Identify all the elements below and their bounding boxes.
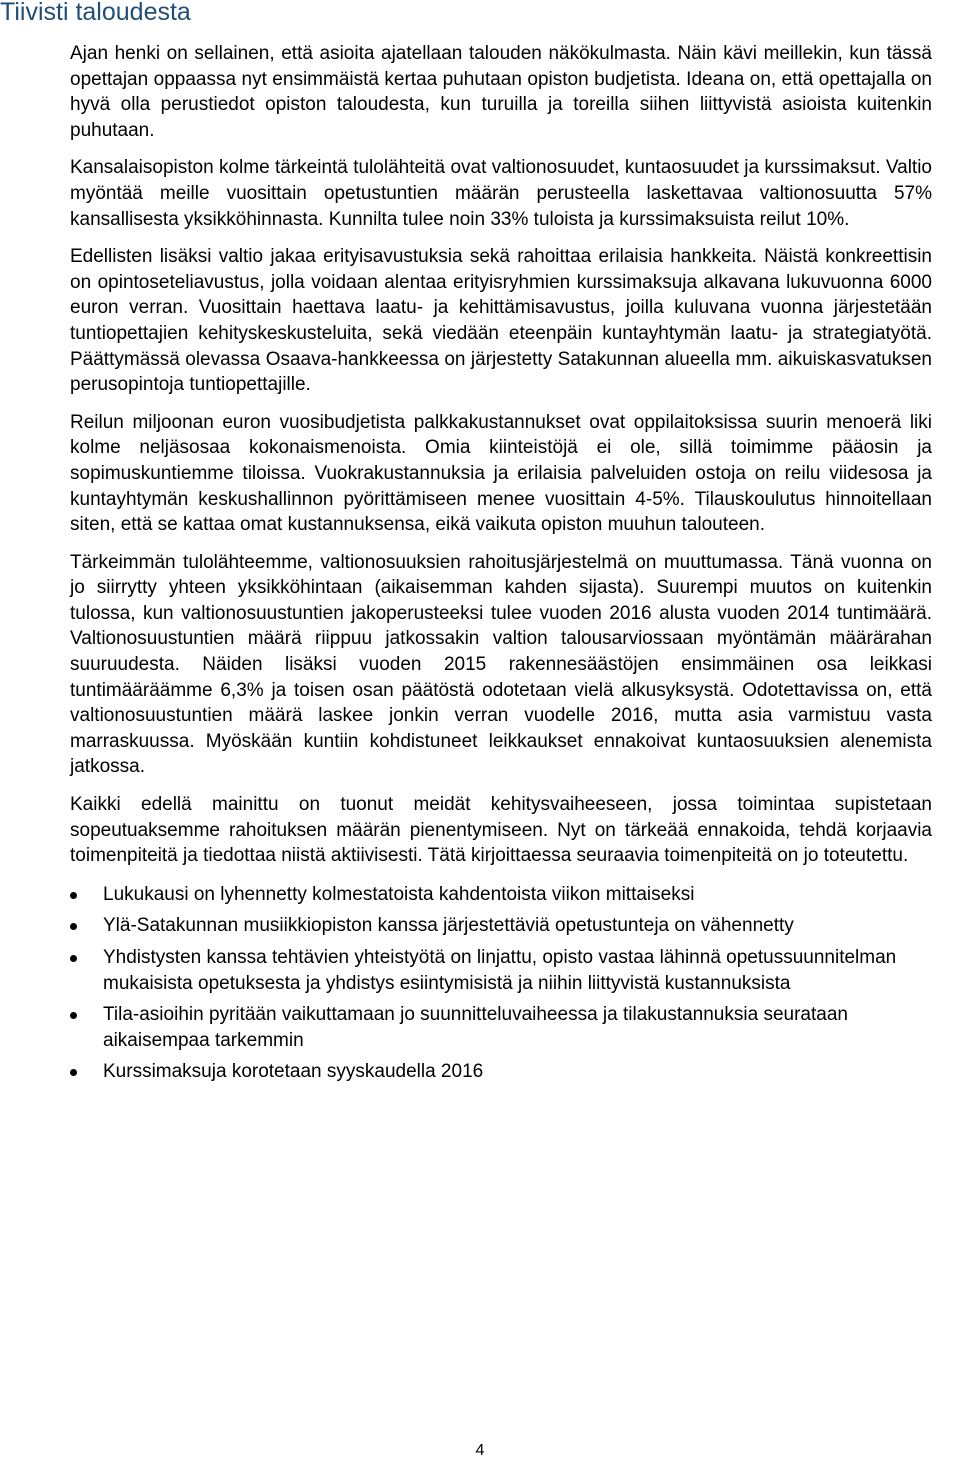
- bullet-icon: [70, 1069, 77, 1076]
- document-body: [70, 41, 932, 1091]
- list-item: [70, 1059, 932, 1085]
- paragraph-measures: Kaikki edellä mainittu on tuonut meidät kehitysvaiheeseen, jossa toimintaa supistetaan sopeutuaksemme rahoituksen määrän pienentymiseen. Nyt on tärkeää ennakoida, tehdä korjaavia toimenpiteitä ja tiedottaa niistä aktiivisesti. Tätä kirjoittaessa seuraavia toimenpiteitä on jo toteutettu.: [70, 794, 932, 867]
- measures-list: [70, 882, 932, 1085]
- list-item-text: Ylä-Satakunnan musiikkiopiston kanssa järjestettäviä opetustunteja on vähennetty: [103, 915, 794, 937]
- list-item: [70, 913, 932, 939]
- list-item-text: Lukukausi on lyhennetty kolmestatoista kahdentoista viikon mittaiseksi: [103, 883, 695, 905]
- page-title: Tiivisti taloudesta: [0, 0, 191, 26]
- page-number: 4: [475, 1442, 485, 1459]
- paragraph-intro: Ajan henki on sellainen, että asioita ajatellaan talouden näkökulmasta. Näin kävi meillekin, kun tässä opettajan oppaassa nyt ensimmäistä kertaa puhutaan opiston budjetista. Ideana on, että opettajalla on hyvä olla perustiedot opiston taloudesta, kun turuilla ja toreilla siihen liittyvistä asioista kuitenkin puhutaan.: [70, 43, 932, 141]
- paragraph-budget: Reilun miljoonan euron vuosibudjetista palkkakustannukset ovat oppilaitoksissa suurin menoerä liki kolme neljäsosaa kokonaismenoista. Omia kiinteistöjä ei ole, sillä toimimme pääosin ja sopimuskuntiemme tiloissa. Vuokrakustannuksia ja erilaisia palveluiden ostoja on reilu viidesosa ja kuntayhtymän keskushallinnon pyörittämiseen menee vuosittain 4-5%. Tilauskoulutus hinnoitellaan siten, että se kattaa omat kustannuksensa, eikä vaikuta opiston muuhun talouteen.: [70, 411, 932, 536]
- bullet-icon: [70, 923, 77, 930]
- bullet-icon: [70, 892, 77, 899]
- list-item: [70, 882, 932, 908]
- list-item-text: Kurssimaksuja korotetaan syyskaudella 2016: [103, 1061, 484, 1083]
- list-item-text: Yhdistysten kanssa tehtävien yhteistyötä on linjattu, opisto vastaa lähinnä opetussuunnitelman mukaisista opetuksesta ja yhdistys esiintymisistä ja niihin liittyvistä kustannuksista: [103, 947, 897, 994]
- list-item: [70, 1002, 932, 1053]
- paragraph-income-sources: Kansalaisopiston kolme tärkeintä tulolähteitä ovat valtionosuudet, kuntaosuudet ja kurssimaksut. Valtio myöntää meille vuosittain opetustuntien määrän perusteella laskettavaa valtionosuutta 57% kansallisesta yksikköhinnasta. Kunnilta tulee noin 33% tuloista ja kurssimaksuista reilut 10%.: [70, 157, 932, 230]
- list-item: [70, 945, 932, 996]
- paragraph-grants: Edellisten lisäksi valtio jakaa erityisavustuksia sekä rahoittaa erilaisia hankkeita. Näistä konkreettisin on opintoseteliavustus, jolla voidaan alentaa erityisryhmien kurssimaksuja alkavana lukuvuonna 6000 euron verran. Vuosittain haettava laatu- ja kehittämisavustus, joilla kuluvana vuonna järjestetään tuntiopettajien kehityskeskusteluita, sekä viedään eteenpäin kuntayhtymän laatu- ja strategiatyötä. Päättymässä olevassa Osaava-hankkeessa on järjestetty Satakunnan alueella mm. aikuiskasvatuksen perusopintoja tuntiopettajille.: [70, 246, 932, 396]
- bullet-icon: [70, 955, 77, 962]
- paragraph-funding-changes: Tärkeimmän tulolähteemme, valtionosuuksien rahoitusjärjestelmä on muuttumassa. Tänä vuonna on jo siirrytty yhteen yksikköhintaan (aikaisemman kahden sijasta). Suurempi muutos on kuitenkin tulossa, kun valtionosuustuntien jakoperusteeksi tulee vuoden 2016 alusta vuoden 2014 tuntimäärä. Valtionosuustuntien määrä riippuu jatkossakin valtion talousarviossaan myöntämän määrärahan suuruudesta. Näiden lisäksi vuoden 2015 rakennesäästöjen ensimmäinen osa leikkasi tuntimääräämme 6,3% ja toisen osan päätöstä odotetaan vielä alkusyksystä. Odotettavissa on, että valtionosuustuntien määrä laskee jonkin verran vuodelle 2016, mutta asia varmistuu vasta marraskuussa. Myöskään kuntiin kohdistuneet leikkaukset ennakoivat kuntaosuuksien alenemista jatkossa.: [70, 551, 932, 778]
- list-item-text: Tila-asioihin pyritään vaikuttamaan jo suunnitteluvaiheessa ja tilakustannuksia seurataan aikaisempaa tarkemmin: [103, 1004, 848, 1051]
- bullet-icon: [70, 1012, 77, 1019]
